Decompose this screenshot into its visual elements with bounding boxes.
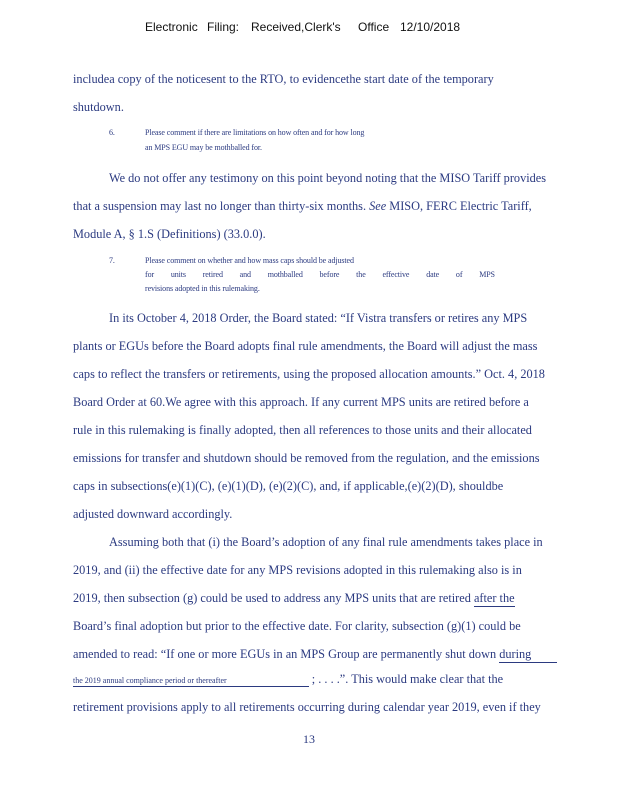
text-line: We do not offer any testimony on this point beyond noting that the MISO Tariff provides [109, 171, 547, 185]
note-word: for [145, 270, 155, 279]
note-word: and [239, 270, 251, 279]
note-word: mothballed [267, 270, 303, 279]
note-word: date [426, 270, 440, 279]
note-number: 6. [109, 128, 115, 137]
note-word: of [455, 270, 463, 279]
text-line: 2019, and (ii) the effective date for any MPS revisions adopted in this rulemaking also is in [73, 563, 522, 577]
note-word: units [170, 270, 186, 279]
text-line [73, 590, 573, 607]
text-line [73, 671, 573, 687]
inserted-text: during [499, 646, 557, 663]
note-word: the [356, 270, 366, 279]
note-word: before [319, 270, 340, 279]
text-line [73, 198, 573, 214]
note-text: Please comment on whether and how mass caps should be adjusted [145, 256, 354, 265]
text-line: retirement provisions apply to all retirements occurring during calendar year 2019, even if they [73, 700, 541, 714]
text-line: In its October 4, 2018 Order, the Board stated: “If Vistra transfers or retires any MPS [109, 311, 528, 325]
text-line: adjusted downward accordingly. [73, 507, 233, 521]
inserted-text: after the [473, 591, 515, 605]
note-number: 7. [109, 256, 115, 265]
text-span: ; . . . .”. This would make clear that the [311, 672, 504, 686]
page-number: 13 [303, 732, 315, 746]
text-line: Module A, § 1.S (Definitions) (33.0.0). [73, 227, 266, 241]
text-line: Assuming both that (i) the Board’s adoption of any final rule amendments takes place in [109, 535, 543, 549]
text-span: Oct. 4, 2018 [484, 367, 545, 381]
text-span: that a suspension may last no longer than thirty-six months. [73, 199, 367, 213]
filing-header [0, 20, 618, 40]
text-span: MISO, FERC Electric Tariff, [389, 199, 532, 213]
note-word: effective [382, 270, 410, 279]
text-span: caps to reflect the transfers or retirements, using the proposed allocation amounts.” [73, 367, 482, 381]
text-line: shutdown. [73, 100, 124, 114]
text-line: caps in subsections(e)(1)(C), (e)(1)(D), (e)(2)(C), and, if applicable,(e)(2)(D), shouldbe [73, 479, 504, 493]
header-word: 12/10/2018 [400, 20, 461, 34]
text-line: emissions for transfer and shutdown should be removed from the regulation, and the emissions [73, 451, 540, 465]
text-line: plants or EGUs before the Board adopts final rule amendments, the Board will adjust the mass [73, 339, 538, 353]
header-word: Received,Clerk's [251, 20, 341, 34]
note-text: an MPS EGU may be mothballed for. [145, 143, 262, 152]
text-line [73, 366, 573, 382]
text-line: Board’s final adoption but prior to the effective date. For clarity, subsection (g)(1) could be [73, 619, 521, 633]
citation-signal: See [369, 199, 387, 213]
header-word: Electronic [145, 20, 198, 34]
note-text: Please comment if there are limitations on how often and for how long [145, 128, 365, 137]
text-span: amended to read: “If one or more EGUs in an MPS Group are permanently shut down [73, 647, 497, 661]
text-line [73, 646, 573, 663]
inserted-text: the 2019 annual compliance period or thereafter [73, 676, 309, 687]
text-line: rule in this rulemaking is finally adopted, then all references to those units and their allocated [73, 423, 532, 437]
text-span: 2019, then subsection (g) could be used to address any MPS units that are retired [73, 591, 471, 605]
header-word: Filing: [207, 20, 240, 34]
note-word: retired [202, 270, 223, 279]
note-text: revisions adopted in this rulemaking. [145, 284, 260, 293]
text-line: includea copy of the noticesent to the RTO, to evidencethe start date of the temporary [73, 72, 494, 86]
text-line: Board Order at 60.We agree with this approach. If any current MPS units are retired before a [73, 395, 529, 409]
header-word: Office [358, 20, 390, 34]
note-word: MPS [479, 270, 495, 279]
note-text-justified [145, 270, 495, 280]
